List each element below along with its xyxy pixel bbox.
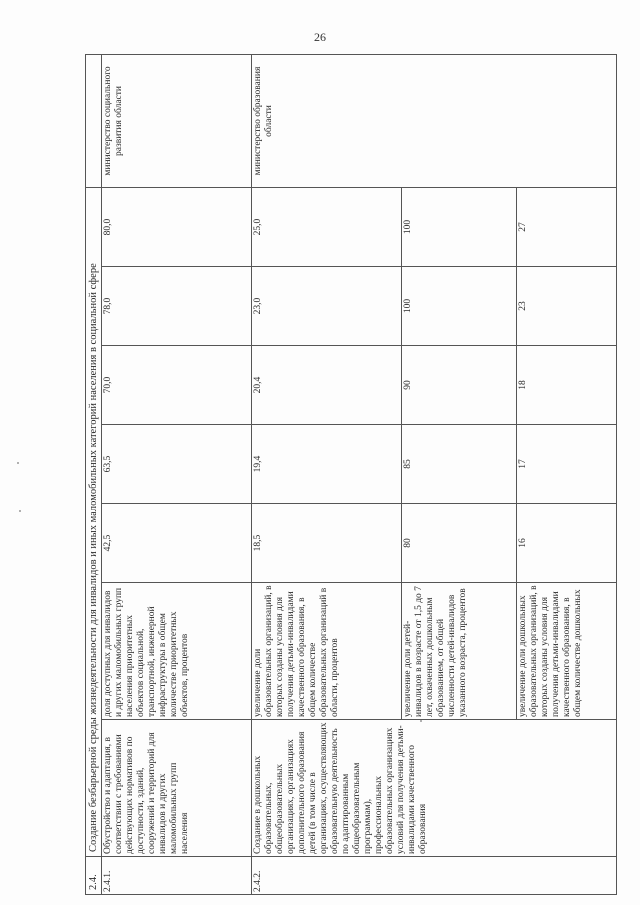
- indicator-cell: доля доступных для инвалидов и других маломобильных групп населения приоритетных объектов социальной, транспортной, инженерной инфраструктуры в общем количестве приоритетных объектов, процентов: [102, 583, 252, 720]
- scan-speck: [17, 462, 19, 464]
- value-cell: 25,0: [252, 188, 402, 267]
- value-cell: 20,4: [252, 346, 402, 425]
- scan-speck: [19, 510, 21, 512]
- rotated-table-container: [85, 55, 615, 895]
- value-cell: 19,4: [252, 425, 402, 504]
- indicator-cell: увеличение доли дошкольных образовательных организаций, в которых созданы условия для получения детьми-инвалидами качественного образования, в общем количестве дошкольных: [517, 583, 617, 720]
- value-cell: 78,0: [102, 267, 252, 346]
- executor-cell: министерство социального развития области: [102, 55, 252, 188]
- value-cell: 100: [402, 267, 517, 346]
- value-cell: 85: [402, 425, 517, 504]
- value-cell: 100: [402, 188, 517, 267]
- value-cell: 18: [517, 346, 617, 425]
- table-row: [252, 55, 402, 895]
- value-cell: 80,0: [102, 188, 252, 267]
- value-cell: 70,0: [102, 346, 252, 425]
- section-empty-cell: [86, 55, 102, 188]
- section-code: 2.4.: [86, 857, 102, 895]
- executor-cell: министерство образования области: [252, 55, 617, 188]
- value-cell: 27: [517, 188, 617, 267]
- row-code: 2.4.2.: [252, 857, 617, 895]
- table-row: [102, 55, 252, 895]
- row-code: 2.4.1.: [102, 857, 252, 895]
- value-cell: 63,5: [102, 425, 252, 504]
- indicator-cell: увеличение доли детей-инвалидов в возрасте от 1,5 до 7 лет, охваченных дошкольным образованием, от общей численности детей-инвалидов указанного возраста, процентов: [402, 583, 517, 720]
- value-cell: 18,5: [252, 504, 402, 583]
- scan-speck: [420, 720, 422, 722]
- section-title: Создание безбарьерной среды жизнедеятельности для инвалидов и иных маломобильных категорий населения в социальной сфере: [86, 188, 102, 857]
- value-cell: 16: [517, 504, 617, 583]
- event-cell: Обустройство и адаптация, в соответствии с требованиями действующих нормативов по доступности, зданий, сооружений и территорий для инвалидов и других маломобильных групп населения: [102, 720, 252, 857]
- value-cell: 90: [402, 346, 517, 425]
- value-cell: 23: [517, 267, 617, 346]
- program-table: [85, 54, 617, 895]
- value-cell: 17: [517, 425, 617, 504]
- value-cell: 80: [402, 504, 517, 583]
- value-cell: 23,0: [252, 267, 402, 346]
- page-number: 26: [314, 30, 326, 44]
- event-cell: Создание в дошкольных образовательных, общеобразовательных организациях, организациях дополнительного образования детей (в том числе в организациях, осуществляющих образовательную деятельность по адаптированным общеобразовательным программам), профессиональных образовательных организациях условий для получения детьми-инвалидами качественного образования: [252, 720, 617, 857]
- section-row: [86, 55, 102, 895]
- value-cell: 42,5: [102, 504, 252, 583]
- indicator-cell: увеличение доли образовательных организаций, в которых созданы условия для получения детьми-инвалидами качественного образования, в общем количестве образовательных организаций в области, процентов: [252, 583, 402, 720]
